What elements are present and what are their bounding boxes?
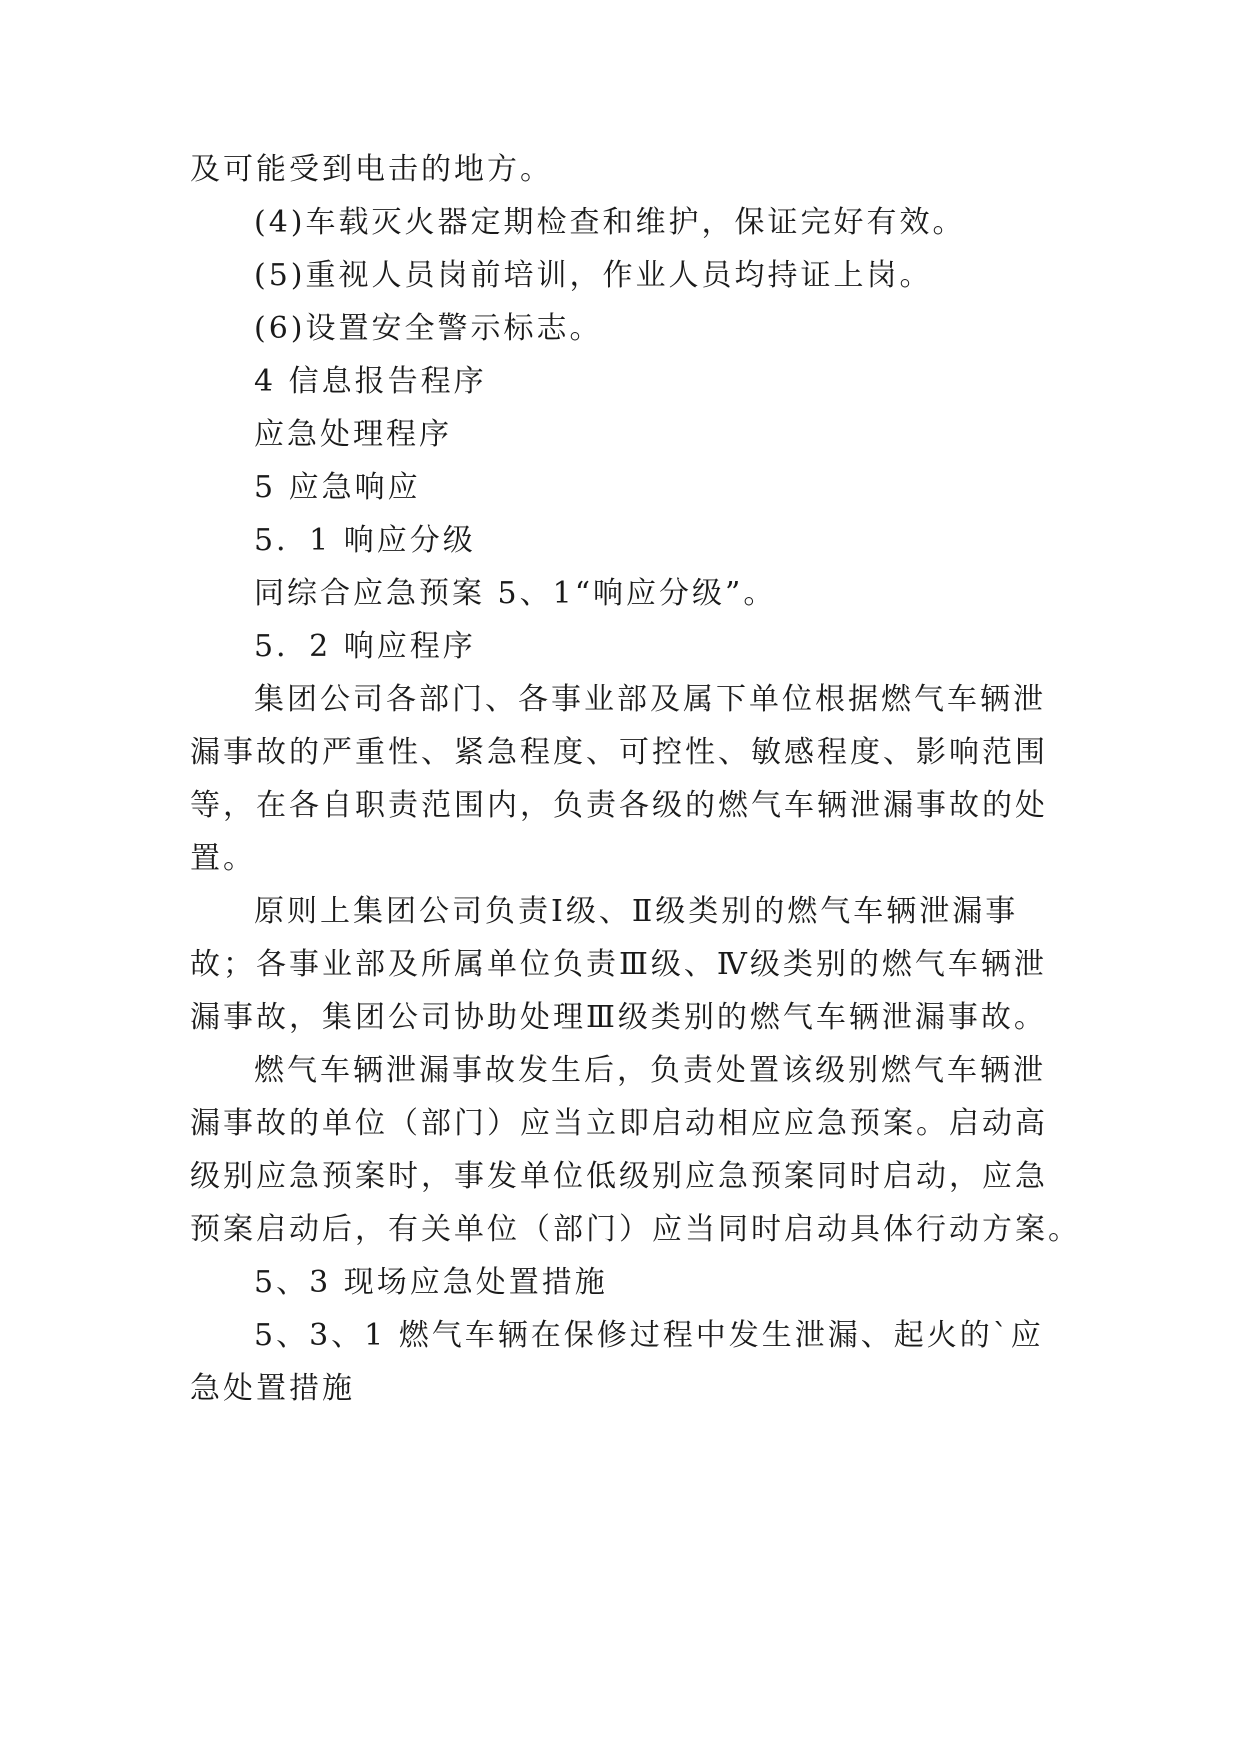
subsubsection-heading-line-2: 急处置措施 xyxy=(190,1371,355,1406)
paragraph-3-line-3: 级别应急预案时，事发单位低级别应急预案同时启动，应急 xyxy=(190,1159,1048,1194)
text-line-9: 同综合应急预案 5、1“响应分级”。 xyxy=(254,576,777,611)
subsection-heading-response-procedure: 5．2 响应程序 xyxy=(254,629,476,664)
paragraph-3-line-2: 漏事故的单位（部门）应当立即启动相应应急预案。启动高 xyxy=(190,1106,1048,1141)
text-line-3: (5)重视人员岗前培训，作业人员均持证上岗。 xyxy=(254,258,933,293)
text-line-4: (6)设置安全警示标志。 xyxy=(254,311,603,346)
subsection-heading-response-levels: 5．1 响应分级 xyxy=(254,523,476,558)
section-heading-emergency-response: 5 应急响应 xyxy=(254,470,421,505)
paragraph-1-line-3: 等，在各自职责范围内，负责各级的燃气车辆泄漏事故的处 xyxy=(190,788,1048,823)
paragraph-2-line-3: 漏事故，集团公司协助处理Ⅲ级类别的燃气车辆泄漏事故。 xyxy=(190,1000,1047,1035)
paragraph-2-line-1: 原则上集团公司负责Ⅰ级、Ⅱ级类别的燃气车辆泄漏事 xyxy=(254,894,1019,929)
paragraph-2-line-2: 故；各事业部及所属单位负责Ⅲ级、Ⅳ级类别的燃气车辆泄 xyxy=(190,947,1047,982)
paragraph-3-line-1: 燃气车辆泄漏事故发生后，负责处置该级别燃气车辆泄 xyxy=(254,1053,1046,1088)
subsubsection-heading-line-1: 5、3、1 燃气车辆在保修过程中发生泄漏、起火的`应 xyxy=(254,1318,1044,1353)
text-line-1: 及可能受到电击的地方。 xyxy=(190,152,553,187)
subsection-heading-onsite-measures: 5、3 现场应急处置措施 xyxy=(254,1265,608,1300)
paragraph-1-line-2: 漏事故的严重性、紧急程度、可控性、敏感程度、影响范围 xyxy=(190,735,1048,770)
section-heading-info-report: 4 信息报告程序 xyxy=(254,364,487,399)
paragraph-1-line-4: 置。 xyxy=(190,841,256,876)
text-line-2: (4)车载灭火器定期检查和维护，保证完好有效。 xyxy=(254,205,966,240)
section-heading-emergency-handling: 应急处理程序 xyxy=(254,417,452,452)
paragraph-1-line-1: 集团公司各部门、各事业部及属下单位根据燃气车辆泄 xyxy=(254,682,1046,717)
paragraph-3-line-4: 预案启动后，有关单位（部门）应当同时启动具体行动方案。 xyxy=(190,1212,1081,1247)
